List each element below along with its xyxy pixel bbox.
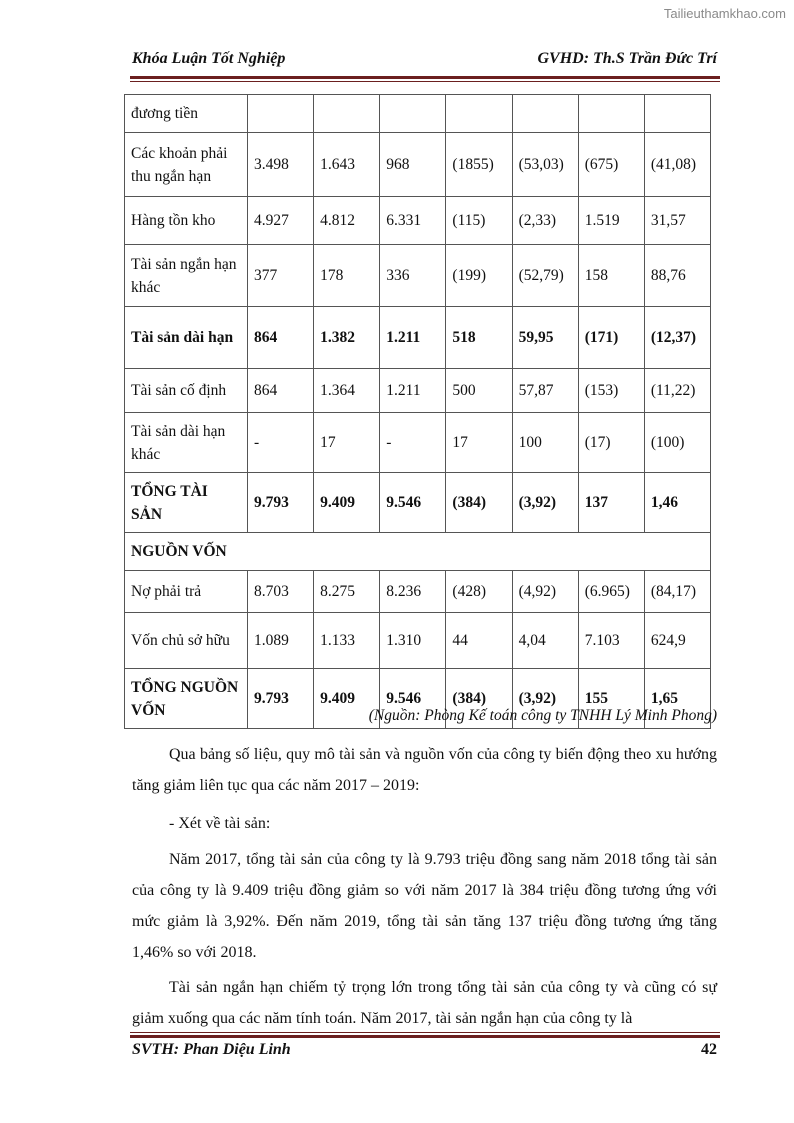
table-row — [125, 571, 711, 613]
table-cell: 57,87 — [512, 369, 578, 413]
table-row — [125, 95, 711, 133]
table-cell: 88,76 — [644, 245, 710, 307]
balance-sheet-table — [124, 94, 711, 729]
table-cell: 100 — [512, 413, 578, 473]
table-row — [125, 613, 711, 669]
table-cell: 336 — [380, 245, 446, 307]
table-cell: 1.089 — [248, 613, 314, 669]
table-row — [125, 133, 711, 197]
table-cell: (153) — [578, 369, 644, 413]
table-row — [125, 413, 711, 473]
page-footer — [132, 1041, 717, 1059]
table-cell: (6.965) — [578, 571, 644, 613]
table-cell: 8.703 — [248, 571, 314, 613]
row-label: Vốn chủ sở hữu — [125, 613, 248, 669]
table-cell: (100) — [644, 413, 710, 473]
row-label: Nợ phải trả — [125, 571, 248, 613]
table-cell — [644, 95, 710, 133]
table-cell: 1.211 — [380, 369, 446, 413]
table-cell: 1.364 — [314, 369, 380, 413]
table-cell: 1,46 — [644, 473, 710, 533]
table-cell: 137 — [578, 473, 644, 533]
table-cell: (12,37) — [644, 307, 710, 369]
page-header — [132, 50, 717, 68]
table-cell: (384) — [446, 473, 512, 533]
row-label: TỔNG NGUỒN VỐN — [125, 669, 248, 729]
row-label: Tài sản dài hạn — [125, 307, 248, 369]
table-cell: (84,17) — [644, 571, 710, 613]
paragraph-intro: Qua bảng số liệu, quy mô tài sản và nguồn vốn của công ty biến động theo xu hướng tăng giảm liên tục qua các năm 2017 – 2019: — [132, 746, 717, 794]
page-number: 42 — [701, 1041, 717, 1058]
table-cell: 1.133 — [314, 613, 380, 669]
table-cell: 1.382 — [314, 307, 380, 369]
table-cell: (115) — [446, 197, 512, 245]
table-cell: (53,03) — [512, 133, 578, 197]
table-cell: 624,9 — [644, 613, 710, 669]
table-cell: (2,33) — [512, 197, 578, 245]
table-cell: 864 — [248, 369, 314, 413]
table-cell: (3,92) — [512, 669, 578, 729]
table-cell: 9.546 — [380, 473, 446, 533]
row-label: TỔNG TÀI SẢN — [125, 473, 248, 533]
table-cell: 9.793 — [248, 669, 314, 729]
table-source-note: (Nguồn: Phòng Kế toán công ty TNHH Lý Minh Phong) — [368, 707, 717, 724]
paragraph-total-assets: Năm 2017, tổng tài sản của công ty là 9.793 triệu đồng sang năm 2018 tổng tài sản của công ty là 9.409 triệu đồng giảm so với năm 2017 là 384 triệu đồng tương ứng với mức giảm là 3,92%. Đến năm 2019, tổng tài sản tăng 137 triệu đồng tương ứng tăng 1,46% so với 2018. — [132, 851, 717, 961]
table-cell: (3,92) — [512, 473, 578, 533]
table-cell: 4.812 — [314, 197, 380, 245]
table-cell: 4.927 — [248, 197, 314, 245]
table-cell: (11,22) — [644, 369, 710, 413]
section-label: NGUỒN VỐN — [125, 533, 711, 571]
table-cell: (384) — [446, 669, 512, 729]
table-cell — [512, 95, 578, 133]
table-row — [125, 245, 711, 307]
table-cell: - — [380, 413, 446, 473]
table-cell: 9.546 — [380, 669, 446, 729]
table-cell: 4,04 — [512, 613, 578, 669]
table-cell: 377 — [248, 245, 314, 307]
footer-rule-thin — [130, 1032, 720, 1033]
table-cell: 158 — [578, 245, 644, 307]
table-cell: (52,79) — [512, 245, 578, 307]
header-rule-thick — [130, 76, 720, 79]
table-cell: 968 — [380, 133, 446, 197]
table-row — [125, 307, 711, 369]
table-cell: (428) — [446, 571, 512, 613]
table-row — [125, 473, 711, 533]
row-label: đương tiền — [125, 95, 248, 133]
table-cell: (4,92) — [512, 571, 578, 613]
table-cell — [578, 95, 644, 133]
table-cell: (199) — [446, 245, 512, 307]
table-cell: 44 — [446, 613, 512, 669]
table-cell — [248, 95, 314, 133]
table-cell: 17 — [314, 413, 380, 473]
row-label: Tài sản cố định — [125, 369, 248, 413]
header-supervisor: GVHD: Th.S Trần Đức Trí — [537, 50, 717, 67]
table-cell: 864 — [248, 307, 314, 369]
table-cell: 518 — [446, 307, 512, 369]
footer-rule-thick — [130, 1035, 720, 1038]
table-cell — [380, 95, 446, 133]
row-label: Hàng tồn kho — [125, 197, 248, 245]
table-cell: 7.103 — [578, 613, 644, 669]
table-cell: 1.643 — [314, 133, 380, 197]
table-cell: (41,08) — [644, 133, 710, 197]
table-cell: 8.236 — [380, 571, 446, 613]
table-cell: (1855) — [446, 133, 512, 197]
table-cell: 1.310 — [380, 613, 446, 669]
table-cell: 6.331 — [380, 197, 446, 245]
table-section-row — [125, 533, 711, 571]
table-cell: 59,95 — [512, 307, 578, 369]
table-cell: 31,57 — [644, 197, 710, 245]
table-cell: 17 — [446, 413, 512, 473]
watermark-text: Tailieuthamkhao.com — [663, 6, 786, 21]
table-cell: (17) — [578, 413, 644, 473]
table-row — [125, 197, 711, 245]
table-cell — [446, 95, 512, 133]
row-label: Tài sản ngắn hạn khác — [125, 245, 248, 307]
row-label: Tài sản dài hạn khác — [125, 413, 248, 473]
header-thesis-title: Khóa Luận Tốt Nghiệp — [132, 50, 286, 67]
table-cell: 1.211 — [380, 307, 446, 369]
table-cell: - — [248, 413, 314, 473]
table-cell: (675) — [578, 133, 644, 197]
header-rule-thin — [130, 81, 720, 82]
row-label: Các khoản phải thu ngắn hạn — [125, 133, 248, 197]
table-cell: 9.409 — [314, 669, 380, 729]
table-cell: 1,65 — [644, 669, 710, 729]
table-row — [125, 369, 711, 413]
table-cell: 1.519 — [578, 197, 644, 245]
table-cell: 9.409 — [314, 473, 380, 533]
paragraph-current-assets: Tài sản ngắn hạn chiếm tỷ trọng lớn trong tổng tài sản của công ty và cũng có sự giảm xuống qua các năm tính toán. Năm 2017, tài sản ngắn hạn của công ty là — [132, 979, 717, 1027]
table-cell: 500 — [446, 369, 512, 413]
footer-student-name: SVTH: Phan Diệu Linh — [132, 1041, 291, 1058]
table-cell: (171) — [578, 307, 644, 369]
table-cell: 3.498 — [248, 133, 314, 197]
paragraph-assets-heading: - Xét về tài sản: — [169, 815, 271, 832]
table-cell — [314, 95, 380, 133]
table-cell: 9.793 — [248, 473, 314, 533]
table-cell: 155 — [578, 669, 644, 729]
table-cell: 178 — [314, 245, 380, 307]
table-cell: 8.275 — [314, 571, 380, 613]
